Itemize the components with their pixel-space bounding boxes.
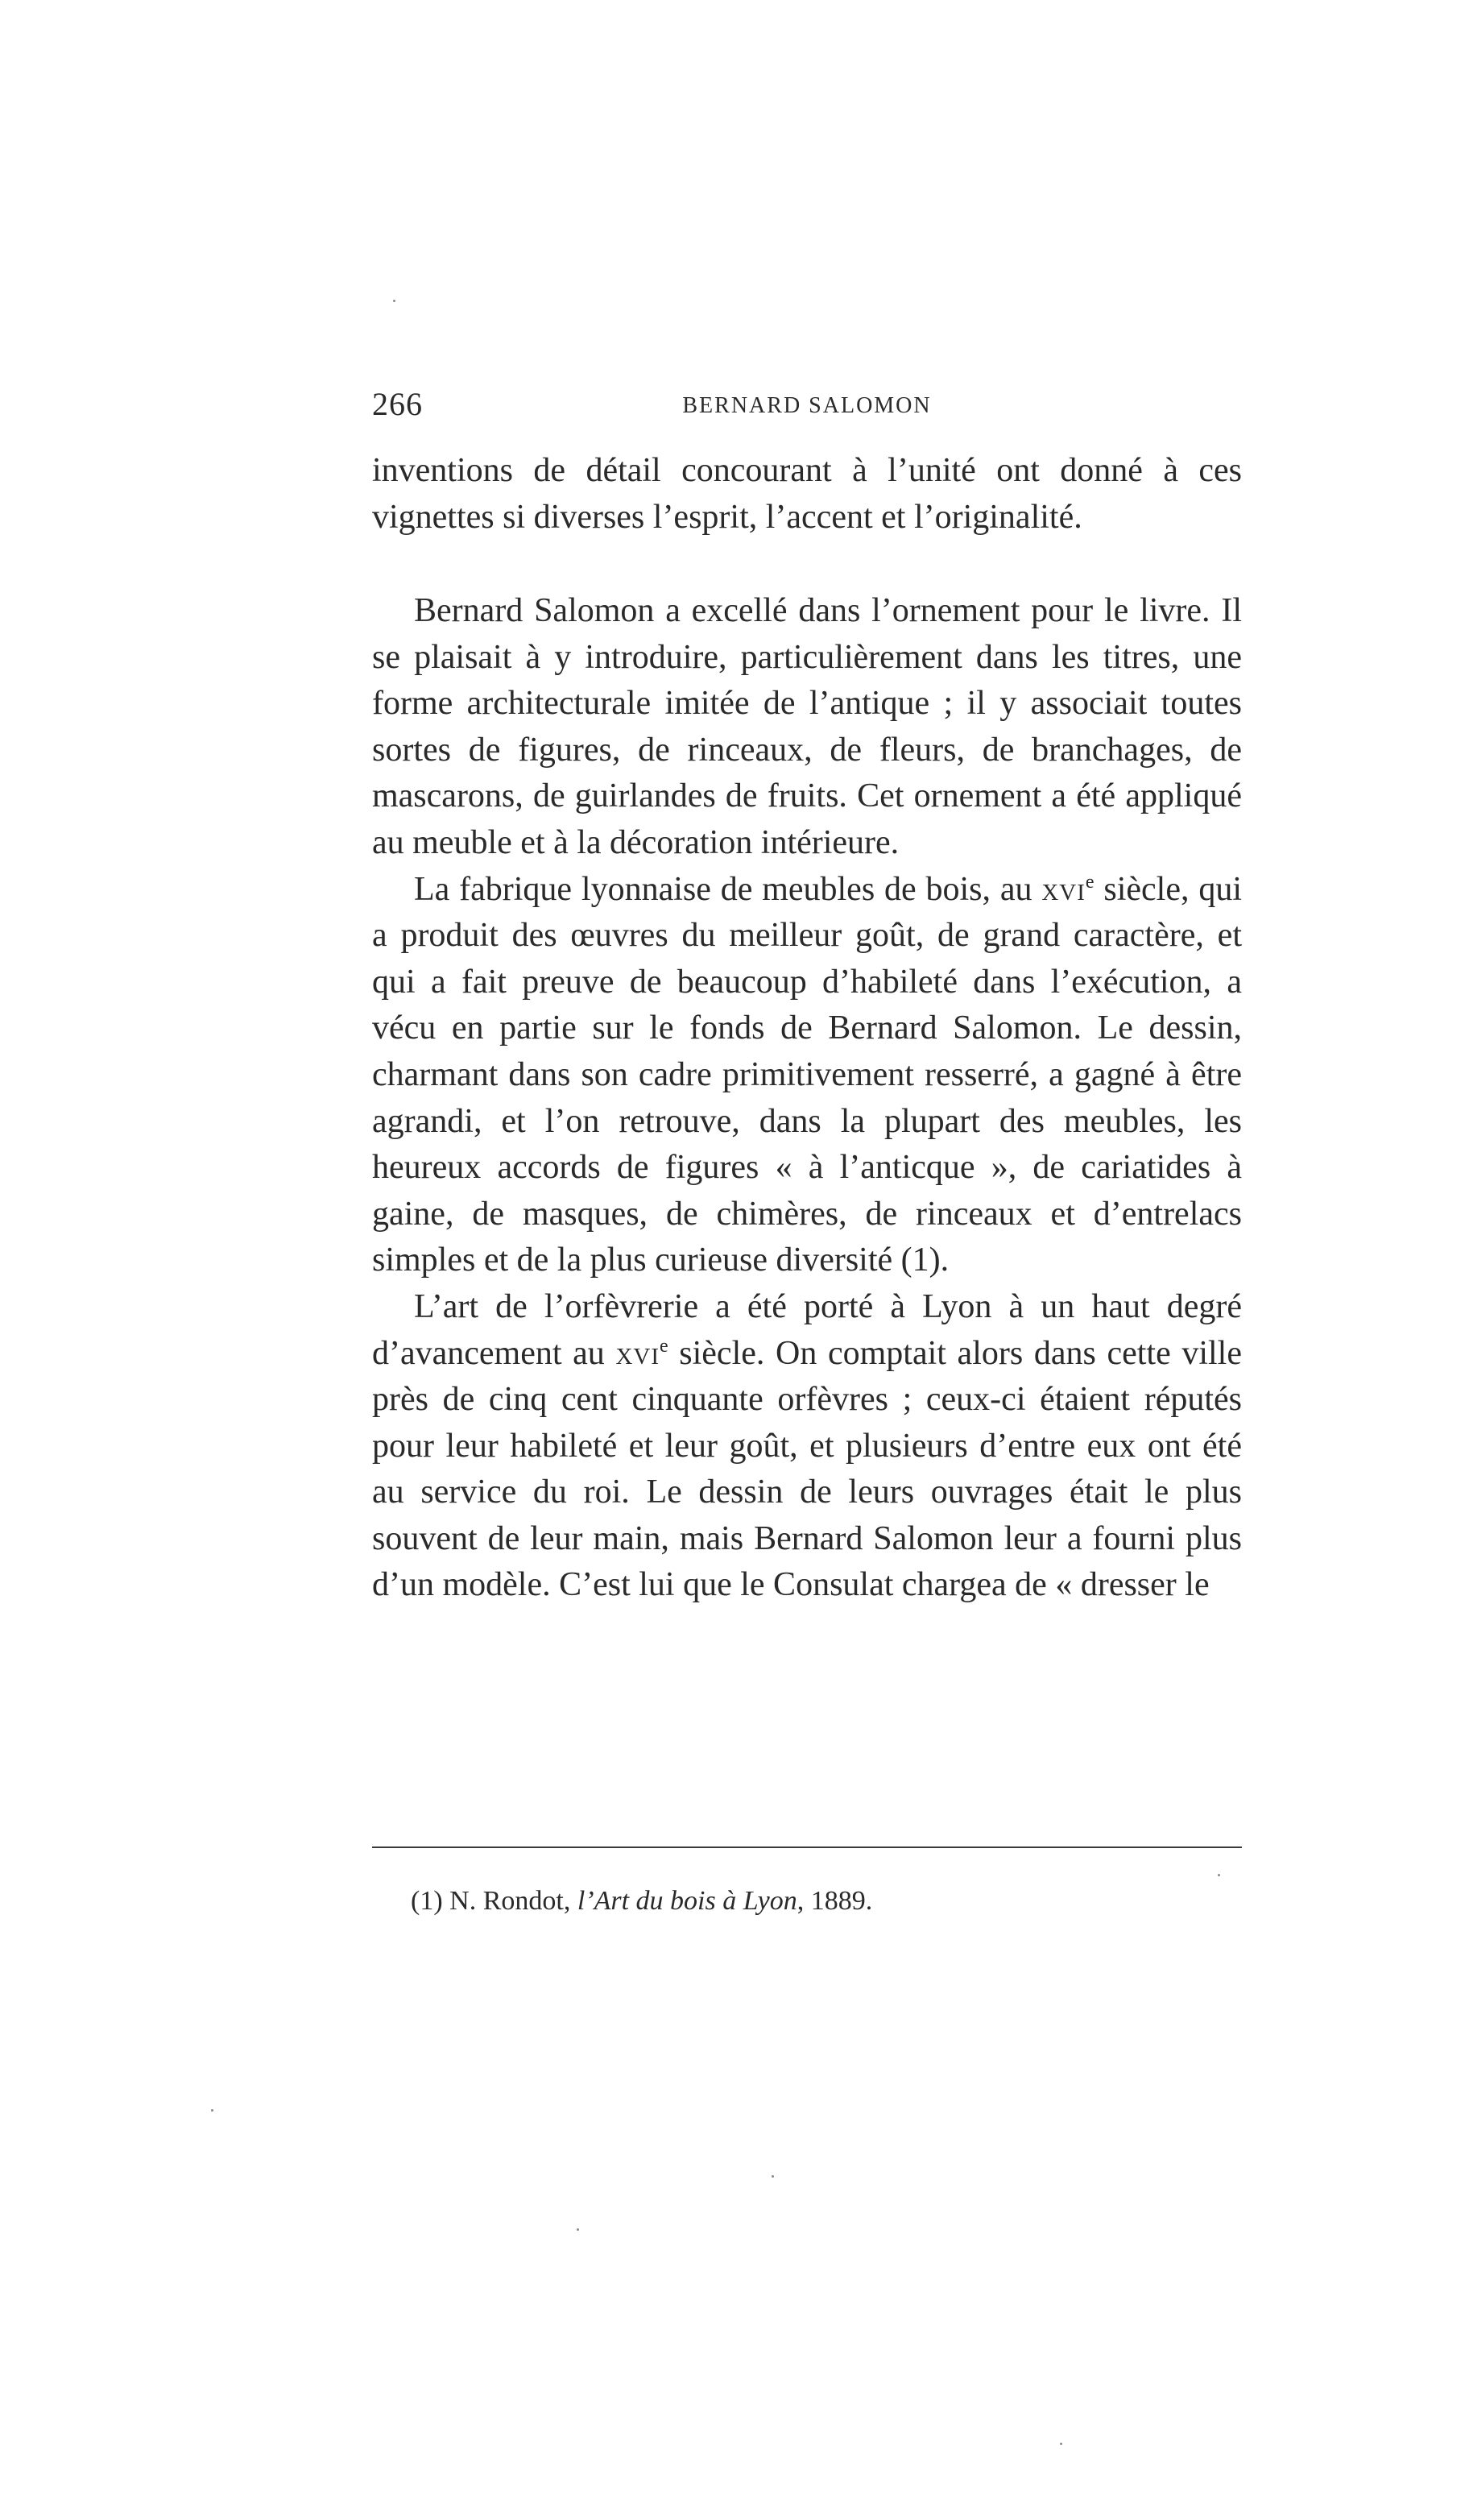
century-numeral: xvi	[615, 1334, 660, 1372]
paragraph-ornament: Bernard Salomon a excellé dans l’ornement pour le livre. Il se plaisait à y introduire, particulièrement dans les titres, une forme architecturale imitée de l’antique ; il y associait toutes sortes de figures, de rinceaux, de fleurs, de branchages, de mascarons, de guirlandes de fruits. Cet ornement a été appliqué au meuble et à la décoration intérieure.	[372, 592, 1242, 861]
footnote-suffix: , 1889.	[797, 1886, 873, 1916]
paragraph-continuation: inventions de détail concourant à l’unité ont donné à ces vignettes si diverses l’esprit, l’accent et l’originalité.	[372, 452, 1242, 536]
paragraph-goldsmith-part-1: L’art de l’orfèvrerie a été porté à Lyon à un haut degré d’avancement au	[372, 1287, 1242, 1372]
text-block-main	[372, 588, 1242, 1609]
text-block-continuation	[372, 448, 1242, 541]
paper-speck	[577, 2228, 579, 2231]
footnote-prefix: (1) N. Rondot,	[411, 1886, 577, 1916]
page-number: 266	[372, 386, 423, 422]
paragraph-goldsmith	[372, 1284, 1242, 1609]
paper-speck	[211, 2109, 213, 2112]
paper-speck	[772, 2175, 774, 2178]
footnote-divider	[372, 1846, 1242, 1848]
footnote	[411, 1884, 1242, 1919]
footnote-book-title: l’Art du bois à Lyon	[577, 1886, 797, 1916]
paragraph-goldsmith-part-2: siècle. On comptait alors dans cette ville près de cinq cent cinquante orfèvres ; ceux-ci étaient réputés pour leur habileté et leur goût, et plusieurs d’entre eux ont été au service du roi. Le dessin de leurs ouvrages était le plus souvent de leur main, mais Bernard Salomon leur a fourni plus d’un modèle. C’est lui que le Consulat chargea de « dresser le	[372, 1334, 1242, 1604]
paper-speck	[1218, 1874, 1220, 1876]
paragraph-furniture-part-1: La fabrique lyonnaise de meubles de bois, au	[414, 870, 1042, 908]
century-numeral: xvi	[1041, 870, 1086, 908]
page-header	[372, 385, 1242, 433]
paragraph-furniture-part-2: siècle, qui a produit des œuvres du meilleur goût, de grand caractère, et qui a fait preuve de beaucoup d’habileté dans l’exécution, a vécu en partie sur le fonds de Bernard Salomon. Le dessin, charmant dans son cadre primitivement resserré, a gagné à être agrandi, et l’on retrouve, dans la plupart des meubles, les heureux accords de figures « à l’anticque », de cariatides à gaine, de masques, de chimères, de rinceaux et d’entrelacs simples et de la plus curieuse diversité (1).	[372, 870, 1243, 1279]
century-superscript: e	[1085, 871, 1095, 893]
running-title: BERNARD SALOMON	[682, 393, 932, 418]
paper-speck	[1060, 2443, 1062, 2445]
century-superscript: e	[659, 1335, 668, 1357]
paper-speck	[393, 300, 395, 302]
paragraph-furniture	[372, 867, 1242, 1284]
